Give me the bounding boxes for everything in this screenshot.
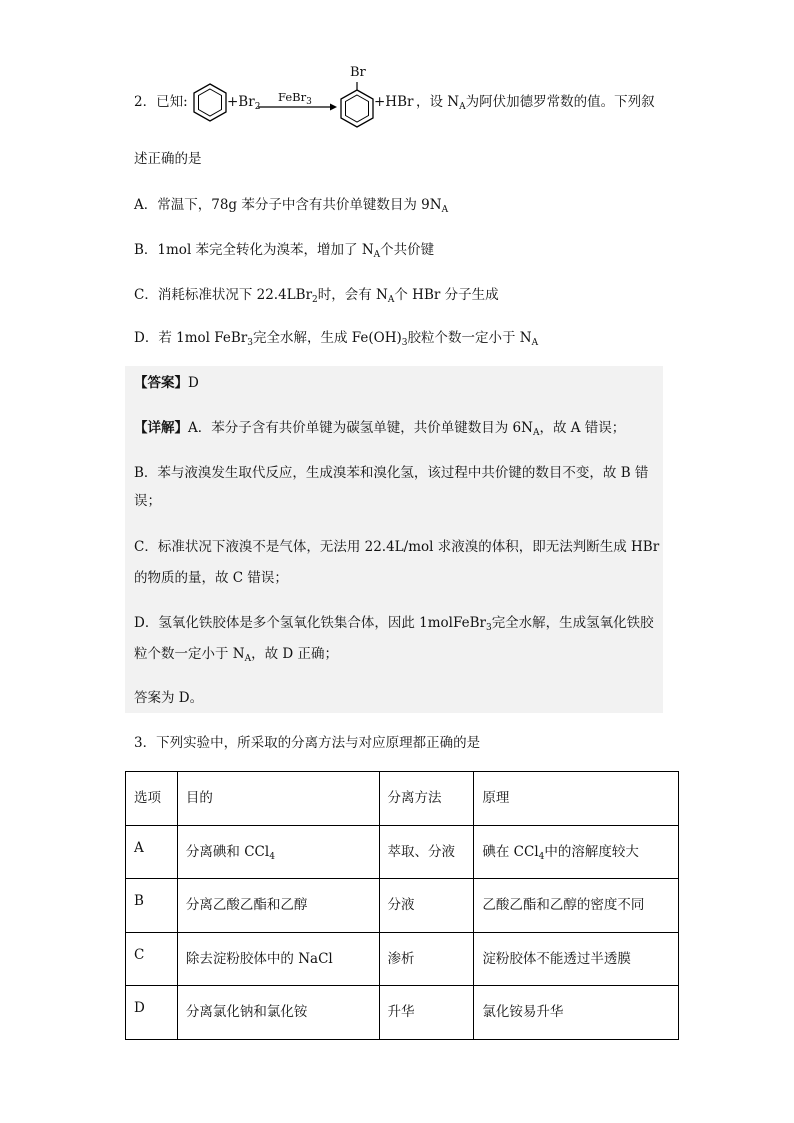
row-purpose: 分离乙酸乙酯和乙醇 bbox=[177, 879, 379, 933]
q2-option-c: C．消耗标准状况下 22.4LBr$_2$时，会有 $N_A$个 HBr 分子生成 bbox=[134, 287, 499, 305]
q2-stem-line2: 述正确的是 bbox=[134, 151, 202, 167]
row-principle: 乙酸乙酯和乙醇的密度不同 bbox=[474, 879, 679, 933]
table-header-row bbox=[126, 772, 679, 826]
header-method: 分离方法 bbox=[379, 772, 474, 826]
bromobenzene-product-icon bbox=[341, 82, 373, 127]
answer-line: 【答案】D bbox=[134, 375, 199, 391]
row-purpose: 分离氯化钠和氯化铵 bbox=[177, 986, 379, 1040]
row-method: 渗析 bbox=[379, 932, 474, 986]
header-principle: 原理 bbox=[474, 772, 679, 826]
bromine-label: Br bbox=[350, 65, 366, 80]
q2-stem-tail: ，设 $N_A$为阿伏加德罗常数的值。下列叙 bbox=[416, 94, 655, 112]
header-option: 选项 bbox=[126, 772, 178, 826]
detail-c-line2: 的物质的量，故 C 错误； bbox=[134, 570, 288, 586]
row-method: 分液 bbox=[379, 879, 474, 933]
row-principle: 氯化铵易升华 bbox=[474, 986, 679, 1040]
detail-conclusion: 答案为 D。 bbox=[134, 690, 204, 706]
separation-methods-table bbox=[125, 771, 679, 1040]
row-purpose: 分离碘和 CCl$_4$ bbox=[177, 825, 379, 879]
catalyst-label: FeBr$_3$ bbox=[278, 90, 312, 107]
detail-d-line1: D．氢氧化铁胶体是多个氢氧化铁集合体，因此 1molFeBr$_3$完全水解，生成氢氧化铁胶 bbox=[134, 615, 654, 633]
row-method: 萃取、分液 bbox=[379, 825, 474, 879]
detail-c-line1: C．标准状况下液溴不是气体，无法用 22.4L/mol 求液溴的体积，即无法判断生成 HBr bbox=[134, 539, 660, 555]
detail-b-line1: B．苯与液溴发生取代反应，生成溴苯和溴化氢，该过程中共价键的数目不变，故 B 错 bbox=[134, 465, 649, 481]
q3-stem: 3．下列实验中，所采取的分离方法与对应原理都正确的是 bbox=[134, 735, 481, 751]
table-row bbox=[126, 879, 679, 933]
table-row bbox=[126, 986, 679, 1040]
row-purpose: 除去淀粉胶体中的 NaCl bbox=[177, 932, 379, 986]
q2-number: 2．已知: bbox=[134, 94, 188, 110]
detail-a: 【详解】A．苯分子含有共价单键为碳氢单键，共价单键数目为 $6N_A$，故 A 错误； bbox=[134, 420, 626, 438]
row-option: A bbox=[126, 825, 178, 879]
benzene-reactant-icon bbox=[194, 84, 226, 121]
row-method: 升华 bbox=[379, 986, 474, 1040]
detail-d-line2: 粒个数一定小于 $N_A$，故 D 正确； bbox=[134, 646, 339, 664]
row-principle: 淀粉胶体不能透过半透膜 bbox=[474, 932, 679, 986]
table-row bbox=[126, 932, 679, 986]
row-option: B bbox=[126, 879, 178, 933]
row-principle: 碘在 CCl$_4$中的溶解度较大 bbox=[474, 825, 679, 879]
header-purpose: 目的 bbox=[177, 772, 379, 826]
reaction-hbr: +HBr bbox=[374, 94, 414, 110]
q2-option-b: B．1mol 苯完全转化为溴苯，增加了 $N_A$个共价键 bbox=[134, 242, 435, 260]
q2-option-a: A．常温下，78g 苯分子中含有共价单键数目为 $9N_A$ bbox=[134, 197, 449, 215]
q2-option-d: D．若 1mol FeBr$_3$完全水解，生成 $Fe(OH)_3$胶粒个数一定小于 $N_A$ bbox=[134, 330, 539, 348]
reaction-br2: $+Br_2$ bbox=[227, 94, 261, 112]
row-option: D bbox=[126, 986, 178, 1040]
detail-b-line2: 误； bbox=[134, 493, 161, 509]
table-row bbox=[126, 825, 679, 879]
row-option: C bbox=[126, 932, 178, 986]
